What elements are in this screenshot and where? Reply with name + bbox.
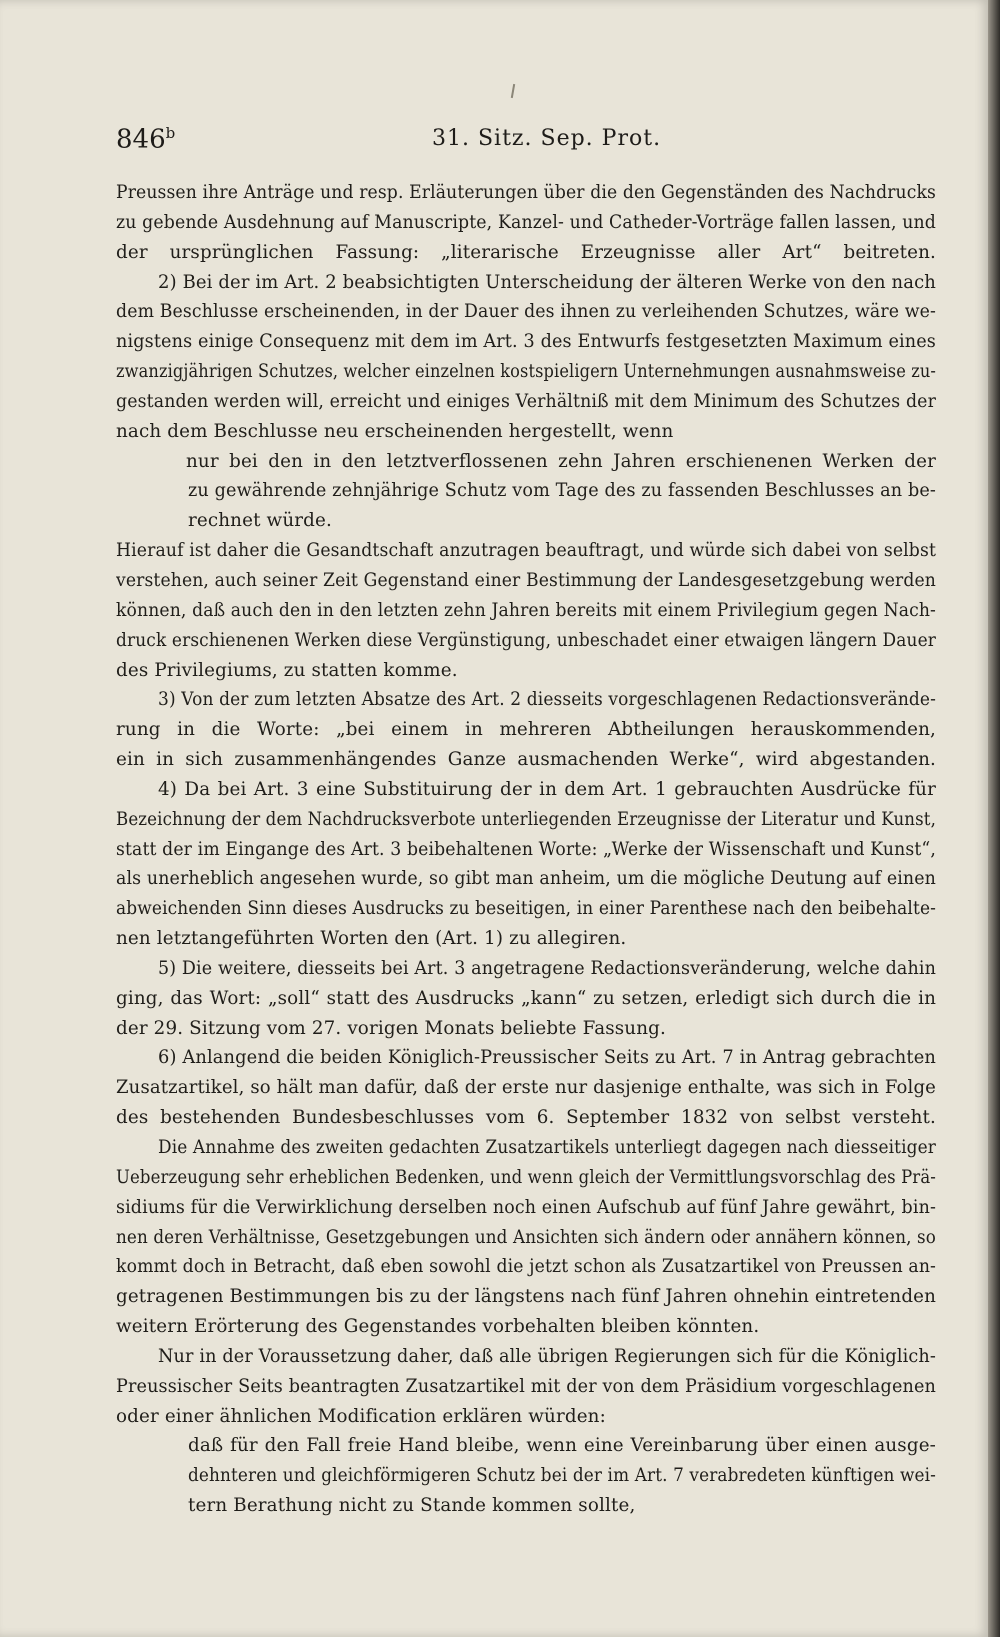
text-line: des Privilegiums, zu statten komme.	[116, 659, 458, 681]
text-line: kommt doch in Betracht, daß eben sowohl die jetzt schon als Zusatzartikel von Preussen an-	[116, 1256, 936, 1278]
text-line: Nur in der Voraussetzung daher, daß alle übrigen Regierungen sich für die Königlich-	[158, 1345, 936, 1367]
text-line: Ueberzeugung sehr erheblichen Bedenken, und wenn gleich der Vermittlungsvorschlag des Prä-	[116, 1166, 936, 1188]
text-line: druck erschienenen Werken diese Vergünstigung, unbeschadet einer etwaigen längern Dauer	[116, 629, 936, 651]
text-line: 5) Die weitere, diesseits bei Art. 3 angetragene Redactionsveränderung, welche dahin	[158, 957, 936, 979]
text-line: gestanden werden will, erreicht und einiges Verhältniß mit dem Minimum des Schutzes der	[116, 390, 936, 412]
ink-mark	[511, 84, 515, 98]
page-number: 846$^b$	[116, 124, 176, 155]
text-line: tern Berathung nicht zu Stande kommen sollte,	[188, 1495, 636, 1517]
text-line: zwanzigjährigen Schutzes, welcher einzelnen kostspieligern Unternehmungen ausnahmsweise zu-	[116, 361, 936, 383]
text-line: 6) Anlangend die beiden Königlich-Preussischer Seits zu Art. 7 in Antrag gebrachten	[158, 1047, 936, 1069]
text-line: Zusatzartikel, so hält man dafür, daß der erste nur dasjenige enthalte, was sich in Folge	[116, 1077, 936, 1099]
page-edge-shadow	[988, 0, 1000, 1637]
text-line: nen deren Verhältnisse, Gesetzgebungen und Ansichten sich ändern oder annähern können, so	[116, 1226, 936, 1248]
text-line: können, daß auch den in den letzten zehn Jahren bereits mit einem Privilegium gegen Nach-	[116, 599, 936, 621]
text-line: der 29. Sitzung vom 27. vorigen Monats beliebte Fassung.	[116, 1017, 666, 1039]
text-line: rung in die Worte: „bei einem in mehreren Abtheilungen herauskommenden,	[116, 719, 936, 741]
text-line: daß für den Fall freie Hand bleibe, wenn eine Vereinbarung über einen ausge-	[188, 1435, 936, 1457]
text-line: Preussen ihre Anträge und resp. Erläuterungen über die den Gegenständen des Nachdrucks	[116, 182, 936, 203]
body-text	[116, 178, 936, 1521]
text-line: dehnteren und gleichförmigeren Schutz bei der im Art. 7 verabredeten künftigen wei-	[188, 1465, 936, 1487]
text-line: ein in sich zusammenhängendes Ganze ausmachenden Werke“, wird abgestanden.	[116, 749, 936, 771]
text-line: 3) Von der zum letzten Absatze des Art. 2 diesseits vorgeschlagenen Redactionsverände-	[158, 689, 936, 711]
text-line: Preussischer Seits beantragten Zusatzartikel mit der von dem Präsidium vorgeschlagenen	[116, 1375, 936, 1397]
text-line: rechnet würde.	[188, 510, 332, 532]
text-line: 2) Bei der im Art. 2 beabsichtigten Unterscheidung der älteren Werke von den nach	[158, 271, 936, 293]
text-line: als unerheblich angesehen wurde, so gibt man anheim, um die mögliche Deutung auf einen	[116, 868, 936, 890]
text-line: oder einer ähnlichen Modification erklären würden:	[116, 1405, 606, 1427]
text-line: des bestehenden Bundesbeschlusses vom 6. September 1832 von selbst versteht.	[116, 1107, 936, 1129]
text-line: nach dem Beschlusse neu erscheinenden hergestellt, wenn	[116, 420, 674, 442]
text-line: verstehen, auch seiner Zeit Gegenstand einer Bestimmung der Landesgesetzgebung werden	[116, 569, 936, 591]
text-line: der ursprünglichen Fassung: „literarische Erzeugnisse aller Art“ beitreten.	[116, 241, 936, 263]
text-line: nur bei den in den letztverflossenen zehn Jahren erschienenen Werken der	[186, 450, 936, 472]
text-line: nen letztangeführten Worten den (Art. 1) zu allegiren.	[116, 928, 627, 950]
text-line: statt der im Eingange des Art. 3 beibehaltenen Worte: „Werke der Wissenschaft und Kunst“,	[116, 838, 936, 860]
text-line: 4) Da bei Art. 3 eine Substituirung der in dem Art. 1 gebrauchten Ausdrücke für	[158, 778, 936, 800]
text-line: nigstens einige Consequenz mit dem im Art. 3 des Entwurfs festgesetzten Maximum eines	[116, 331, 936, 353]
running-head: 31. Sitz. Sep. Prot.	[432, 126, 662, 151]
page-number-suffix: b	[165, 124, 176, 142]
text-line: dem Beschlusse erscheinenden, in der Dauer des ihnen zu verleihenden Schutzes, wäre we-	[116, 301, 936, 323]
text-line: zu gebende Ausdehnung auf Manuscripte, Kanzel- und Catheder-Vorträge fallen lassen, und	[116, 211, 936, 233]
text-line: abweichenden Sinn dieses Ausdrucks zu beseitigen, in einer Parenthese nach den beibehalte-	[116, 898, 936, 920]
text-line: weitern Erörterung des Gegenstandes vorbehalten bleiben könnten.	[116, 1316, 760, 1338]
text-line: sidiums für die Verwirklichung derselben noch einen Aufschub auf fünf Jahre gewährt, bin-	[116, 1196, 936, 1218]
text-line: Die Annahme des zweiten gedachten Zusatzartikels unterliegt dagegen nach diesseitiger	[158, 1137, 936, 1158]
text-line: Bezeichnung der dem Nachdrucksverbote unterliegenden Erzeugnisse der Literatur und Kunst,	[116, 808, 936, 830]
text-line: Hierauf ist daher die Gesandtschaft anzutragen beauftragt, und würde sich dabei von selbst	[116, 540, 936, 562]
text-line: ging, das Wort: „soll“ statt des Ausdrucks „kann“ zu setzen, erledigt sich durch die in	[116, 987, 936, 1009]
text-line: zu gewährende zehnjährige Schutz vom Tage des zu fassenden Beschlusses an be-	[188, 480, 936, 502]
page-header	[116, 120, 936, 160]
text-line: getragenen Bestimmungen bis zu der längstens nach fünf Jahren ohnehin eintretenden	[116, 1286, 936, 1308]
